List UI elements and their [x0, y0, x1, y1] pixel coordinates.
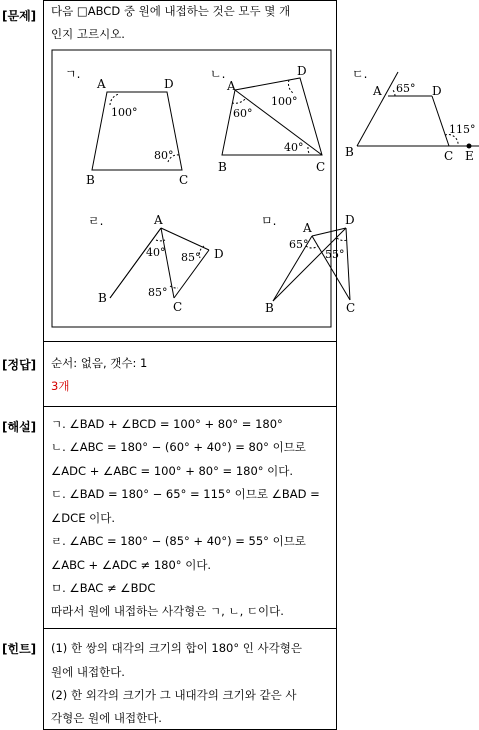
explanation-line: ∠ADC + ∠ABC = 100° + 80° = 180° 이다. — [51, 464, 294, 478]
problem-label: [문제] — [2, 9, 37, 23]
vertex-C: C — [346, 301, 356, 315]
angle-label: 100° — [111, 106, 138, 119]
answer-line-2: 3개 — [51, 379, 70, 393]
hint-line: (2) 한 외각의 크기가 그 내대각의 크기와 같은 사 — [51, 688, 297, 702]
angle-label: 65° — [289, 238, 309, 251]
vertex-D: D — [297, 64, 307, 78]
angle-label: 80° — [154, 149, 174, 162]
vertex-C: C — [173, 300, 183, 314]
vertex-B: B — [265, 301, 274, 315]
vertex-A: A — [227, 79, 236, 93]
vertex-D: D — [164, 77, 174, 91]
figure-digeut — [345, 67, 479, 163]
vertex-C: C — [179, 173, 189, 187]
vertex-B: B — [345, 145, 354, 159]
explanation-label: [해설] — [2, 420, 37, 434]
hint-line: 각형은 원에 내접한다. — [51, 711, 162, 725]
vertex-D: D — [345, 213, 355, 227]
answer-label: [정답] — [2, 358, 37, 372]
vertex-D: D — [214, 247, 224, 261]
explanation-line: ㅁ. ∠BAC ≠ ∠BDC — [51, 581, 156, 595]
angle-label: 100° — [271, 95, 298, 108]
angle-label: 55° — [325, 248, 345, 261]
vertex-E: E — [465, 149, 474, 163]
problem-line-2: 인지 고르시오. — [51, 27, 125, 41]
angle-label: 40° — [284, 141, 304, 154]
vertex-C: C — [444, 149, 454, 163]
vertex-D: D — [432, 84, 442, 98]
explanation-line: ㄴ. ∠ABC = 180° − (60° + 40°) = 80° 이므로 — [51, 440, 306, 454]
angle-label: 65° — [396, 82, 416, 95]
vertex-A: A — [373, 84, 382, 98]
angle-label: 115° — [449, 123, 476, 136]
explanation-line: 따라서 원에 내접하는 사각형은 ㄱ, ㄴ, ㄷ이다. — [51, 604, 284, 618]
vertex-A: A — [154, 213, 163, 227]
marker-nieun: ㄴ. — [210, 67, 226, 81]
figure-rieul — [88, 213, 224, 314]
figure-nieun — [210, 64, 325, 174]
hint-line: 원에 내접한다. — [51, 665, 125, 679]
vertex-A: A — [97, 77, 106, 91]
marker-mieum: ㅁ. — [261, 214, 277, 228]
figures-panel — [0, 50, 479, 350]
angle-label: 60° — [233, 107, 253, 120]
explanation-line: ㄹ. ∠ABC = 180° − (85° + 40°) = 55° 이므로 — [51, 534, 306, 548]
vertex-B: B — [218, 160, 227, 174]
marker-digeut: ㄷ. — [352, 67, 368, 81]
angle-label: 85° — [181, 251, 201, 264]
vertex-B: B — [86, 173, 95, 187]
vertex-C: C — [316, 160, 326, 174]
angle-label: 85° — [148, 286, 168, 299]
explanation-line: ㄱ. ∠BAD + ∠BCD = 100° + 80° = 180° — [51, 417, 283, 431]
vertex-B: B — [98, 291, 107, 305]
figure-mieum — [261, 213, 355, 315]
hint-line: (1) 한 쌍의 대각의 크기의 합이 180° 인 사각형은 — [51, 641, 302, 655]
explanation-line: ∠ABC + ∠ADC ≠ 180° 이다. — [51, 558, 212, 572]
vertex-A: A — [303, 221, 312, 235]
hint-label: [힌트] — [2, 642, 37, 656]
explanation-line: ㄷ. ∠BAD = 180° − 65° = 115° 이므로 ∠BAD = — [51, 487, 320, 501]
explanation-line: ∠DCE 이다. — [51, 511, 115, 525]
answer-line-1: 순서: 없음, 갯수: 1 — [51, 356, 148, 370]
point-E — [467, 144, 472, 149]
figure-giyeok — [65, 67, 188, 187]
problem-line-1: 다음 □ABCD 중 원에 내접하는 것은 모두 몇 개 — [51, 4, 291, 18]
marker-giyeok: ㄱ. — [65, 67, 81, 81]
angle-label: 40° — [146, 246, 166, 259]
marker-rieul: ㄹ. — [88, 214, 104, 228]
